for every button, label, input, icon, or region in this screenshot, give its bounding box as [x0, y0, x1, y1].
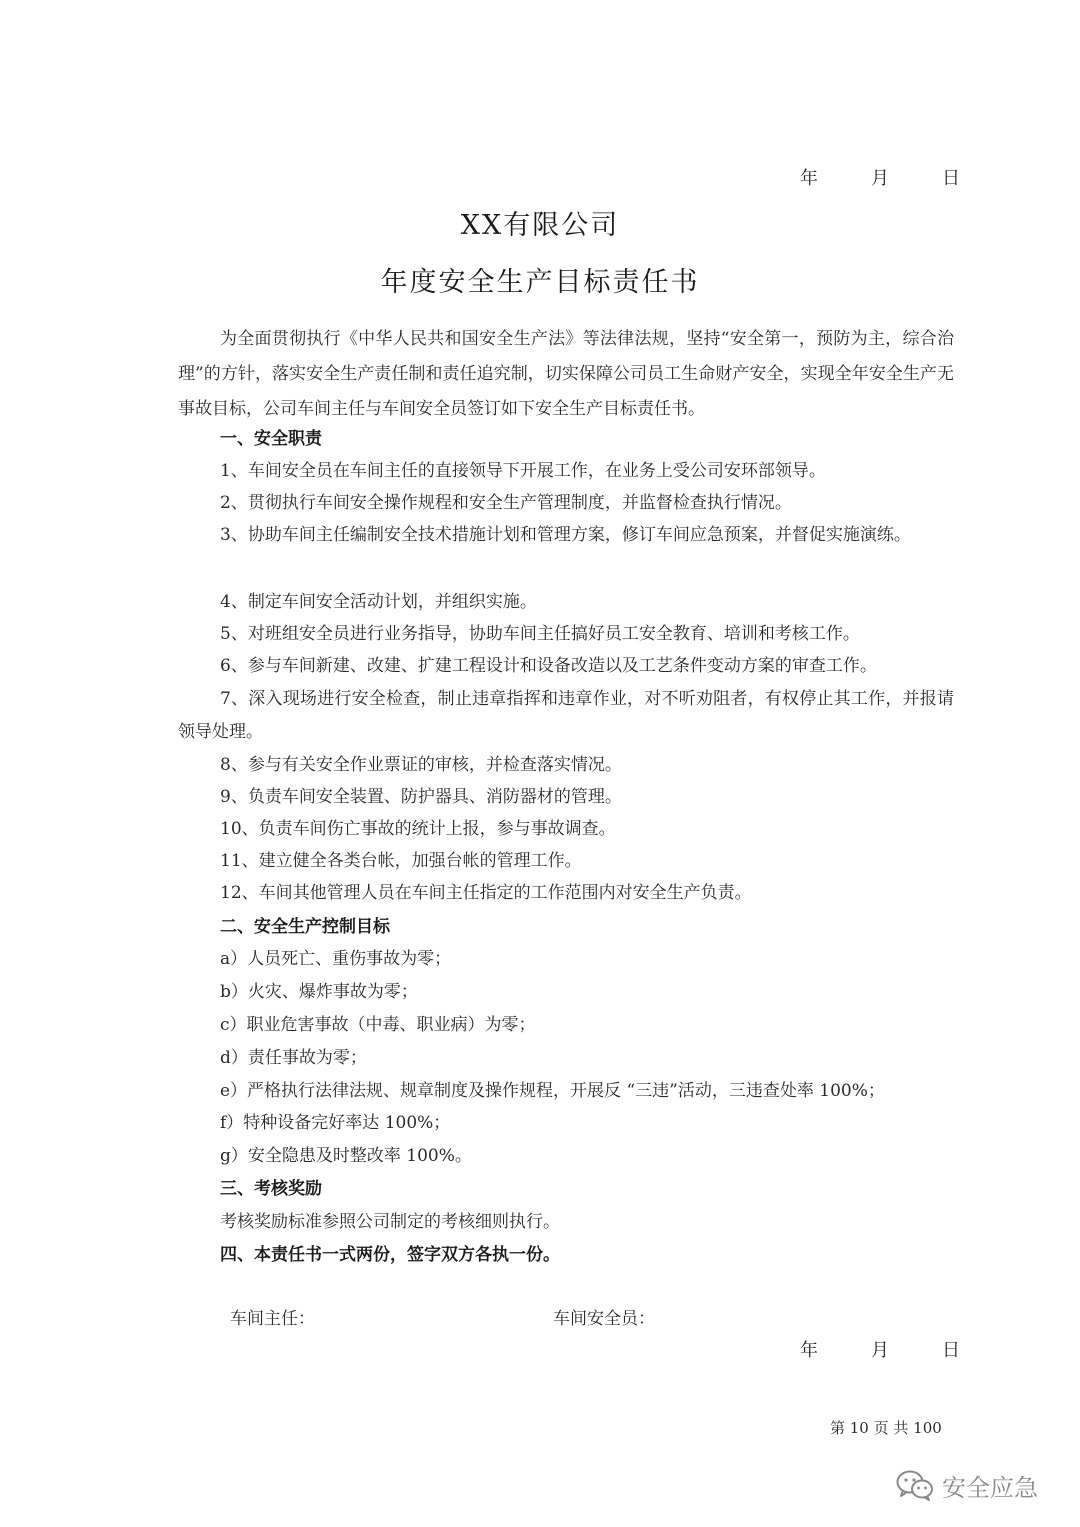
header-date-month: 月	[871, 168, 889, 189]
duty-item-10: 10、负责车间伤亡事故的统计上报，参与事故调查。	[220, 819, 616, 839]
signature-right-label: 车间安全员：	[553, 1309, 655, 1329]
header-date-year: 年	[800, 168, 818, 189]
target-item-c: c）职业危害事故（中毒、职业病）为零；	[220, 1015, 536, 1035]
target-item-b: b）火灾、爆炸事故为零；	[220, 982, 418, 1002]
duty-item-3: 3、协助车间主任编制安全技术措施计划和管理方案，修订车间应急预案，并督促实施演练。	[220, 525, 911, 545]
section3-heading: 三、考核奖励	[220, 1179, 322, 1199]
duty-item-12: 12、车间其他管理人员在车间主任指定的工作范围内对安全生产负责。	[220, 883, 752, 903]
page-number: 第 10 页 共 100	[830, 1419, 942, 1437]
signature-date	[800, 1336, 960, 1366]
company-title: XX有限公司	[460, 210, 620, 241]
section1-heading: 一、安全职责	[220, 429, 322, 449]
section2-heading: 二、安全生产控制目标	[220, 917, 390, 937]
watermark	[896, 1460, 1038, 1510]
duty-item-9: 9、负责车间安全装置、防护器具、消防器材的管理。	[220, 787, 622, 807]
signature-date-year: 年	[800, 1340, 818, 1361]
section4-heading: 四、本责任书一式两份，签字双方各执一份。	[220, 1245, 560, 1265]
target-item-e: e）严格执行法律法规、规章制度及操作规程，开展反 “三违”活动，三违查处率 100%；	[220, 1081, 885, 1101]
document-title: 年度安全生产目标责任书	[380, 267, 700, 298]
target-item-d: d）责任事故为零；	[220, 1048, 367, 1068]
duty-item-11: 11、建立健全各类台帐，加强台帐的管理工作。	[220, 851, 582, 871]
signature-left-label: 车间主任：	[230, 1309, 315, 1329]
target-item-f: f）特种设备完好率达 100%；	[220, 1113, 451, 1133]
target-item-a: a）人员死亡、重伤事故为零；	[220, 949, 452, 969]
duty-item-8: 8、参与有关安全作业票证的审核，并检查落实情况。	[220, 755, 622, 775]
header-date-day: 日	[942, 168, 960, 189]
duty-item-6: 6、参与车间新建、改建、扩建工程设计和设备改造以及工艺条件变动方案的审查工作。	[220, 656, 877, 676]
duty-item-4: 4、制定车间安全活动计划，并组织实施。	[220, 592, 537, 612]
signature-date-month: 月	[871, 1340, 889, 1361]
section3-text: 考核奖励标准参照公司制定的考核细则执行。	[220, 1212, 560, 1232]
watermark-text: 安全应急	[942, 1473, 1038, 1502]
target-item-g: g）安全隐患及时整改率 100%。	[220, 1146, 472, 1166]
signature-date-day: 日	[942, 1340, 960, 1361]
duty-item-1: 1、车间安全员在车间主任的直接领导下开展工作，在业务上受公司安环部领导。	[220, 461, 826, 481]
duty-item-5: 5、对班组安全员进行业务指导，协助车间主任搞好员工安全教育、培训和考核工作。	[220, 624, 860, 644]
duty-item-7: 7、深入现场进行安全检查，制止违章指挥和违章作业，对不听劝阻者，有权停止其工作，并报请领导处理。	[178, 689, 954, 742]
intro-paragraph: 为全面贯彻执行《中华人民共和国安全生产法》等法律法规，坚持“安全第一，预防为主，综合治理”的方针，落实安全生产责任制和责任追究制，切实保障公司员工生命财产安全，实现全年安全生产无事故目标，公司车间主任与车间安全员签订如下安全生产目标责任书。	[178, 329, 954, 419]
wechat-icon	[896, 1469, 934, 1501]
duty-item-2: 2、贯彻执行车间安全操作规程和安全生产管理制度，并监督检查执行情况。	[220, 493, 792, 513]
header-date	[800, 164, 960, 194]
